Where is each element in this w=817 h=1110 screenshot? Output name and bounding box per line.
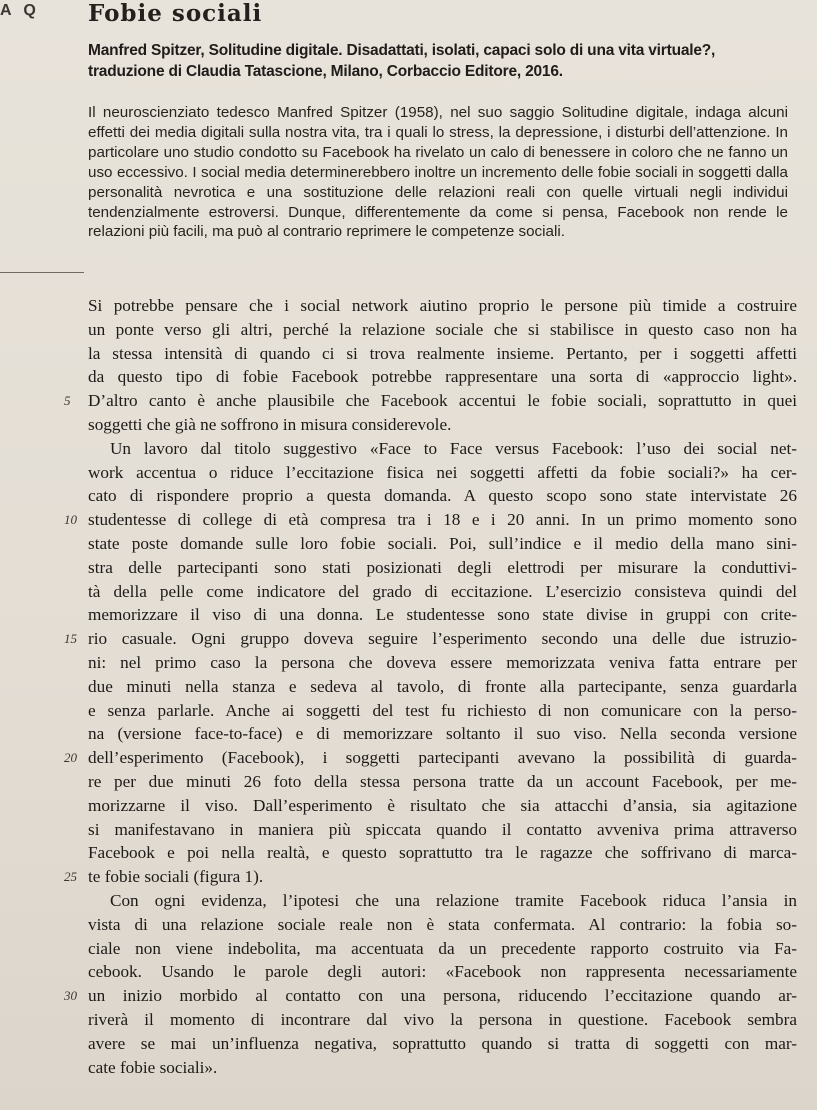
text-line: [88, 603, 797, 627]
text-line: [88, 699, 797, 723]
text-line: [88, 818, 797, 842]
line-number: 15: [64, 631, 77, 647]
text-line: [64, 865, 797, 889]
text-line: [88, 437, 797, 461]
text-line: [88, 342, 797, 366]
line-text: D’altro canto è anche plausibile che Facebook accentui le fobie sociali, soprattutto in quei: [88, 391, 797, 411]
text-line: [88, 889, 797, 913]
text-line: [88, 1032, 797, 1056]
line-text: due minuti nella stanza e sedeva al tavolo, di fronte alla partecipante, senza guardarla: [88, 676, 797, 696]
line-text: cate fobie sociali».: [88, 1057, 218, 1077]
line-text: un ponte verso gli altri, perché la relazione sociale che si stabilisce in questo caso non ha: [88, 319, 797, 339]
line-text: da questo tipo di fobie Facebook potrebbe rappresentare una sorta di «approccio light».: [88, 367, 797, 387]
summary-box: [88, 103, 788, 242]
text-line: [88, 841, 797, 865]
line-text: Facebook e poi nella realtà, e questo soprattutto tra le ragazze che soffrivano di marca-: [88, 843, 797, 863]
text-line: [64, 508, 797, 532]
line-text: tà della pelle come indicatore del grado di eccitazione. L’esercizio consisteva quindi del: [88, 581, 797, 601]
text-line: [88, 675, 797, 699]
line-text: na (versione face-to-face) e di memorizzare soltanto il suo viso. Nella seconda versione: [88, 724, 797, 744]
text-line: [88, 461, 797, 485]
line-number: 20: [64, 750, 77, 766]
line-text: ciale non viene indebolita, ma accentuata da un precedente rapporto costruito via Fa-: [88, 938, 797, 958]
text-line: [88, 1056, 797, 1080]
line-text: dell’esperimento (Facebook), i soggetti partecipanti avevano la possibilità di guarda-: [88, 748, 797, 768]
text-line: [88, 318, 797, 342]
line-text: riverà il momento di incontrare dal vivo la persona in questione. Facebook sembra: [88, 1009, 797, 1029]
line-text: la stessa intensità di quando ci si trova realmente insieme. Pertanto, per i soggetti affetti: [88, 343, 797, 363]
line-text: studentesse di college di età compresa tra i 18 e i 20 anni. In un primo momento sono: [88, 510, 797, 530]
line-number: 25: [64, 869, 77, 885]
text-line: [88, 651, 797, 675]
text-line: [88, 913, 797, 937]
line-number: 10: [64, 512, 77, 528]
line-text: te fobie sociali (figura 1).: [88, 867, 264, 887]
summary-text: Il neuroscienziato tedesco Manfred Spitzer (1958), nel suo saggio Solitudine digitale, indaga alcuni effetti dei media digitali sulla nostra vita, tra i quali lo stress, la depressione, i disturbi dell’attenzione. In particolare uno studio condotto su Facebook ha rivelato un calo di benessere in coloro che ne fanno un uso eccessivo. I social media determinerebbero inoltre un incremento delle fobie sociali in soggetti dalla personalità nevrotica e una sostituzione delle relazioni reali con quelle virtuali negli individui tendenzialmente estroversi. Dunque, differentemente da come si pensa, Facebook non rende le relazioni più facili, ma può al contrario reprimere le competenze sociali.: [88, 104, 788, 241]
corner-marks: A Q: [0, 2, 40, 19]
text-line: [88, 532, 797, 556]
body-text: [64, 294, 797, 1079]
text-line: [88, 365, 797, 389]
line-text: cebook. Usando le parole degli autori: «Facebook non rappresenta necessariamente: [88, 962, 797, 982]
text-line: [64, 746, 797, 770]
text-line: [88, 1008, 797, 1032]
line-text: ni: nel primo caso la persona che doveva essere memorizzata veniva fatta entrare per: [88, 652, 797, 672]
line-text: stra delle partecipanti sono stati posizionati degli elettrodi per misurare la conduttivi-: [88, 557, 797, 577]
line-text: un inizio morbido al contatto con una persona, riducendo l’eccitazione quando ar-: [88, 986, 797, 1006]
text-line: [88, 294, 797, 318]
line-number: 5: [64, 393, 71, 409]
divider: [0, 272, 84, 273]
text-line: [88, 937, 797, 961]
line-text: Con ogni evidenza, l’ipotesi che una relazione tramite Facebook riduca l’ansia in: [110, 890, 797, 910]
text-line: [88, 960, 797, 984]
line-text: avere se mai un’influenza negativa, soprattutto quando si tratta di soggetti con mar-: [88, 1033, 797, 1053]
text-line: [64, 984, 797, 1008]
line-text: rio casuale. Ogni gruppo doveva seguire l’esperimento secondo una delle due istruzio-: [88, 629, 797, 649]
line-text: cato di rispondere proprio a questa domanda. A questo scopo sono state intervistate 26: [88, 486, 797, 506]
citation: Manfred Spitzer, Solitudine digitale. Disadattati, isolati, capaci solo di una vita virtuale?, traduzione di Claudia Tatascione, Milano, Corbaccio Editore, 2016.: [88, 42, 716, 80]
text-line: [88, 556, 797, 580]
line-text: Si potrebbe pensare che i social network aiutino proprio le persone più timide a costruire: [88, 296, 797, 315]
line-text: e senza parlarle. Anche ai soggetti del test fu richiesto di non comunicare con la perso-: [88, 700, 797, 720]
line-text: re per due minuti 26 foto della stessa persona tratte da un account Facebook, per me-: [88, 771, 797, 791]
line-text: morizzarne il viso. Dall’esperimento è risultato che sia attacchi d’ansia, sia agitazione: [88, 795, 797, 815]
text-line: [88, 770, 797, 794]
line-text: soggetti che già ne soffrono in misura considerevole.: [88, 414, 452, 434]
line-text: state poste domande sulle loro fobie sociali. Poi, sull’indice e il medio della mano sini-: [88, 533, 797, 553]
text-line: [88, 794, 797, 818]
line-text: vista di una relazione sociale reale non è stata confermata. Al contrario: la fobia so-: [88, 914, 797, 934]
text-line: [64, 389, 797, 413]
line-text: memorizzare il viso di una donna. Le studentesse sono state divise in gruppi con crite-: [88, 605, 797, 625]
text-line: [88, 413, 797, 437]
line-text: Un lavoro dal titolo suggestivo «Face to Face versus Facebook: l’uso dei social net-: [110, 438, 797, 458]
text-line: [88, 580, 797, 604]
text-line: [64, 627, 797, 651]
line-number: 30: [64, 988, 77, 1004]
section-title: Fobie sociali: [88, 0, 263, 27]
text-line: [88, 722, 797, 746]
line-text: work accentua o riduce l’eccitazione fisica nei soggetti affetti da fobie sociali?» ha cer-: [88, 462, 797, 482]
line-text: si manifestavano in maniera più spiccata quando il contatto avveniva prima attraverso: [88, 819, 797, 839]
text-line: [88, 484, 797, 508]
